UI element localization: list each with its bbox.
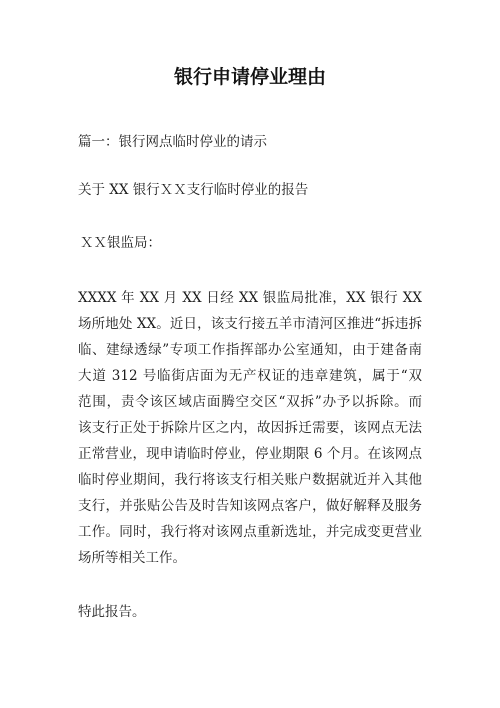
- body-line: 范围，责令该区域店面腾空交区“双拆”办予以拆除。而: [78, 394, 422, 410]
- body-line: 正常营业，现申请临时停业，停业期限 6 个月。在该网点: [78, 446, 422, 462]
- body-line: 支行，并张贴公告及时告知该网点客户，做好解释及服务: [78, 498, 422, 514]
- closing-text: 特此报告。: [78, 604, 146, 620]
- report-title: 关于 XX 银行ＸＸ支行临时停业的报告: [78, 182, 309, 198]
- body-line: 临时停业期间，我行将该支行相关账户数据就近并入其他: [78, 472, 422, 488]
- body-line: 该支行正处于拆除片区之内，故因拆迁需要，该网点无法: [78, 420, 422, 436]
- body-line: 工作。同时，我行将对该网点重新选址，并完成变更营业: [78, 524, 422, 540]
- body-paragraph: [78, 285, 422, 571]
- section-title: 篇一：银行网点临时停业的请示: [78, 134, 267, 150]
- body-line: 场所地处 XX。近日，该支行接五羊市清河区推进“拆违拆: [78, 316, 422, 332]
- addressee: ＸＸ银监局：: [80, 235, 161, 251]
- document-title: 银行申请停业理由: [173, 66, 326, 88]
- body-line: 临、建绿透绿”专项工作指挥部办公室通知，由于建备南: [78, 342, 422, 358]
- body-line: 场所等相关工作。: [78, 550, 186, 566]
- body-line: XXXX 年 XX 月 XX 日经 XX 银监局批准，XX 银行 XX: [78, 290, 422, 306]
- body-line: 大道 312 号临街店面为无产权证的违章建筑，属于“双: [78, 368, 422, 384]
